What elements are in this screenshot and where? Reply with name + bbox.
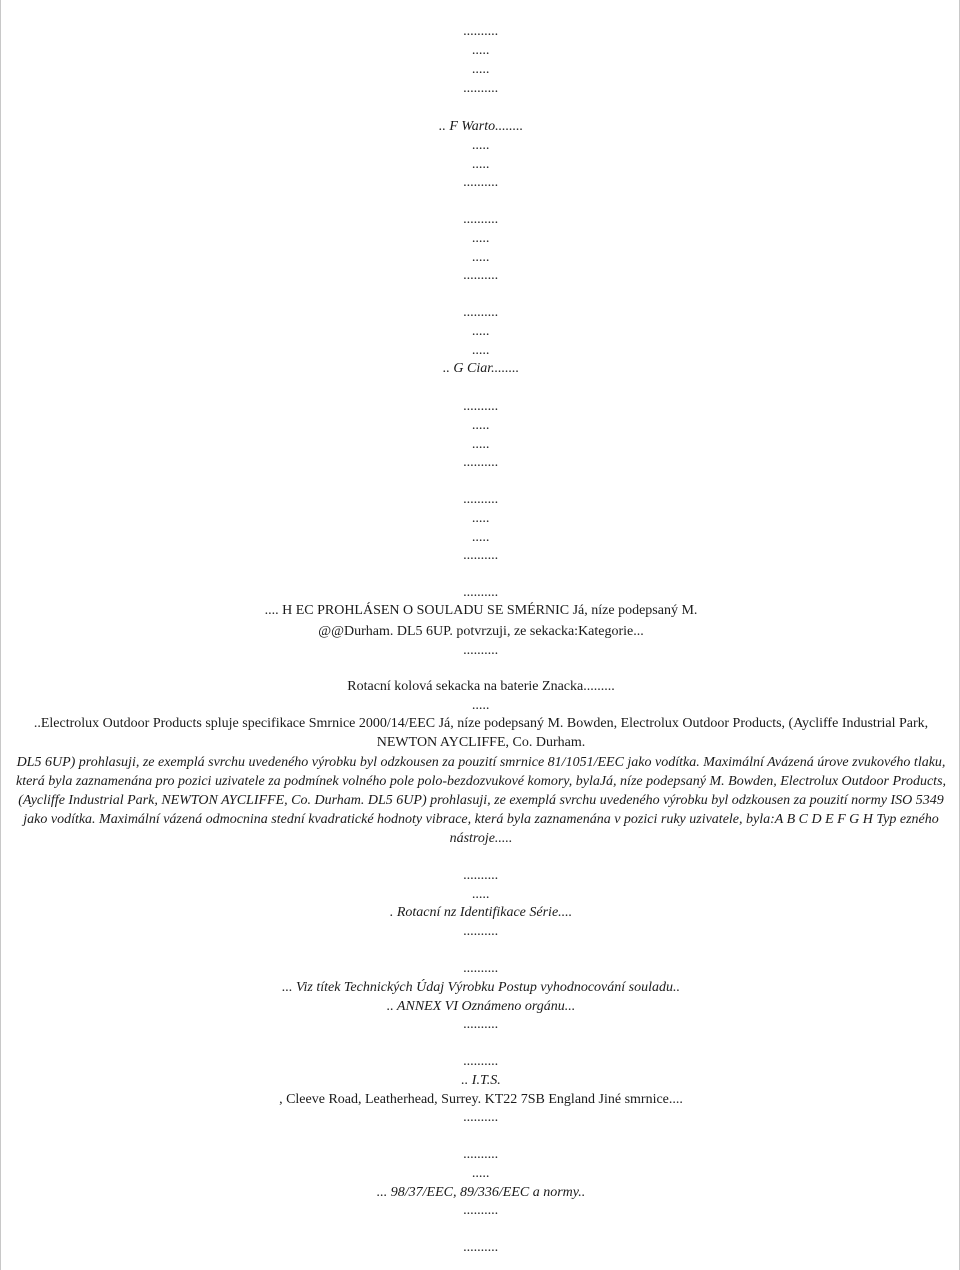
dot-line: .....	[472, 250, 490, 265]
dot-line: ..........	[463, 268, 499, 283]
dot-line: ..........	[463, 1017, 499, 1032]
declaration-heading: .... H EC PROHLÁSEN O SOULADU SE SMÉRNIC Já, níze podepsaný M.	[264, 603, 698, 618]
dot-line: ..........	[463, 24, 499, 39]
dot-line: .....	[472, 511, 490, 526]
dot-line: ..........	[463, 81, 499, 96]
product-line: Rotacní kolová sekacka na baterie Znacka.........	[347, 679, 615, 694]
dot-line: ..........	[463, 1147, 499, 1162]
dot-line: ..........	[463, 868, 499, 883]
dot-line: .....	[472, 62, 490, 77]
dot-line: ..........	[463, 548, 499, 563]
dot-line: ..........	[463, 924, 499, 939]
dot-line: .....	[472, 157, 490, 172]
dot-line: ..........	[463, 1054, 499, 1069]
dot-line: ..........	[463, 305, 499, 320]
dot-line: ..........	[463, 1203, 499, 1218]
dot-line: ..........	[463, 1110, 499, 1125]
technical-data-line: ... Viz títek Technických Údaj Výrobku Postup vyhodnocování souladu..	[281, 980, 680, 995]
dot-line: .....	[472, 530, 490, 545]
dot-line: ..........	[463, 585, 499, 600]
dot-line: .....	[472, 138, 490, 153]
dot-line: ..........	[463, 643, 499, 658]
dot-line: ..........	[463, 961, 499, 976]
declaration-line: @@Durham. DL5 6UP. potvrzuji, ze sekacka:Kategorie...	[318, 624, 644, 639]
dot-line: .....	[472, 698, 490, 713]
dot-line: .....	[472, 231, 490, 246]
section-f-heading: .. F Warto........	[438, 119, 524, 134]
dot-line: .....	[472, 43, 490, 58]
dot-line: ..........	[463, 212, 499, 227]
dot-line: ..........	[463, 492, 499, 507]
dot-line: ..........	[463, 399, 499, 414]
directives-line: ... 98/37/EEC, 89/336/EEC a normy..	[376, 1185, 586, 1200]
annex-line: .. ANNEX VI Oznámeno orgánu...	[386, 999, 576, 1014]
dot-line: .....	[472, 1166, 490, 1181]
dot-line: .....	[472, 324, 490, 339]
dot-line: ..........	[463, 1240, 499, 1255]
section-g-heading: .. G Ciar........	[442, 361, 520, 376]
dot-line: .....	[472, 887, 490, 902]
dot-line: .....	[472, 418, 490, 433]
dot-line: .....	[472, 343, 490, 358]
dot-line: ..........	[463, 455, 499, 470]
notified-body-line: .. I.T.S.	[461, 1073, 501, 1088]
identification-line: . Rotacní nz Identifikace Série....	[389, 905, 573, 920]
dot-line: .....	[472, 437, 490, 452]
address-line: , Cleeve Road, Leatherhead, Surrey. KT22 7SB England Jiné smrnice....	[279, 1092, 683, 1107]
paragraph-compliance: ..Electrolux Outdoor Products spluje specifikace Smrnice 2000/14/EEC Já, níze podepsaný M. Bowden, Electrolux Outdoor Products, (Aycliffe Industrial Park, NEWTON AYCLIFFE, Co. Durham.	[33, 716, 929, 750]
dot-line: ..........	[463, 175, 499, 190]
paragraph-test-report: DL5 6UP) prohlasuji, ze exemplá svrchu uvedeného výrobku byl odzkousen za pouzití smrnice 81/1051/EEC jako vodítka. Maximální Avázená úrove zvukového tlaku, která byla zaznamenána pro pozici uzivatele za podmínek volného pole polo-bezdozvukové komory, bylaJá, níze podepsaný M. Bowden, Electrolux Outdoor Products, (Aycliffe Industrial Park, NEWTON AYCLIFFE, Co. Durham. DL5 6UP) prohlasuji, ze exemplá svrchu uvedeného výrobku byl odzkousen za pouzití normy ISO 5349 jako vodítka. Maximální vázená odmocnina stední kvadratické hodnoty vibrace, která byla zaznamenána v pozici ruky uzivatele, byla:A B C D E F G H Typ ezného nástroje.....	[15, 755, 947, 846]
